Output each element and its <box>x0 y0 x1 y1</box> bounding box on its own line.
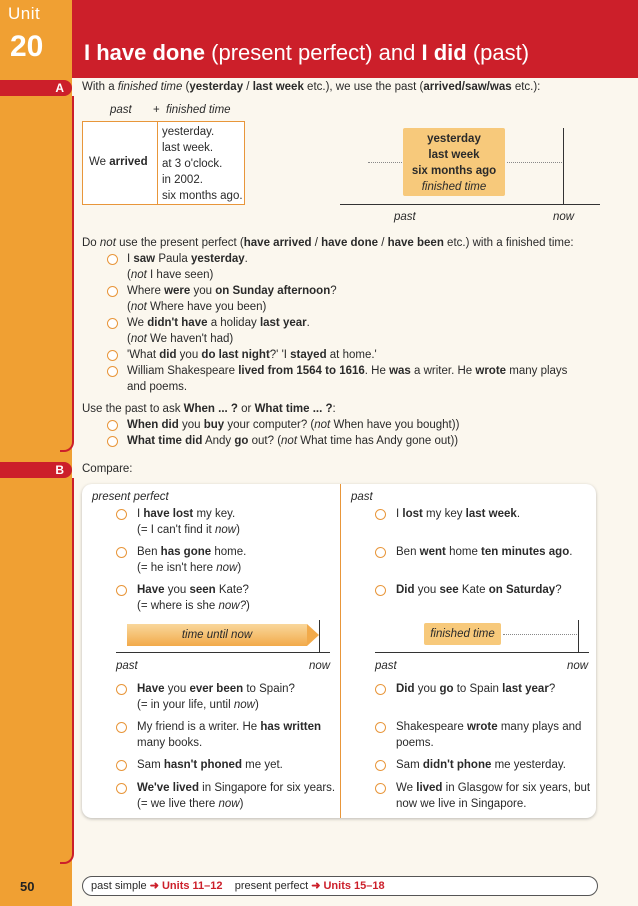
rule-2: Do not use the present perfect (have arrived / have done / have been etc.) with a finished time: <box>82 237 574 249</box>
cross-reference-bar <box>82 876 598 896</box>
right-example-7-line2: now we live in Singapore. <box>396 798 527 810</box>
example-2-note: (not Where have you been) <box>127 301 267 313</box>
table-head-plus: + <box>153 104 160 116</box>
unit-sidebar <box>0 0 72 906</box>
bullet <box>107 350 118 361</box>
tl-last-week: last week <box>428 149 480 161</box>
tl-past: past <box>394 211 416 223</box>
right-dots <box>503 634 577 635</box>
right-heading: past <box>351 491 373 503</box>
left-example-6: Sam hasn't phoned me yet. <box>137 759 283 771</box>
tl-dots-left <box>368 162 402 163</box>
units-link-past[interactable]: Units 11–12 <box>161 880 223 892</box>
right-example-7: We lived in Glasgow for six years, but <box>396 782 591 794</box>
bullet <box>116 722 127 733</box>
bullet <box>116 684 127 695</box>
units-link-present-perfect[interactable]: Units 15–18 <box>323 880 385 892</box>
table-head-finished: finished time <box>166 104 231 116</box>
arrow-right-icon: ➜ <box>311 880 321 892</box>
title-banner <box>72 0 638 78</box>
right-example-2: Ben went home ten minutes ago. <box>396 546 573 558</box>
time-4: in 2002. <box>162 174 203 186</box>
left-example-2-note: (= he isn't here now) <box>137 562 242 574</box>
rule-3: Use the past to ask When ... ? or What time ... ?: <box>82 403 336 415</box>
bullet <box>116 783 127 794</box>
bullet <box>375 684 386 695</box>
page-number: 50 <box>20 879 35 894</box>
left-tl-past: past <box>116 660 138 672</box>
tl-six-months: six months ago <box>411 165 497 177</box>
left-example-3: Have you seen Kate? <box>137 584 249 596</box>
bullet <box>107 318 118 329</box>
example-2: Where were you on Sunday afternoon? <box>127 285 337 297</box>
tl-axis <box>340 204 600 205</box>
left-example-2: Ben has gone home. <box>137 546 247 558</box>
bullet <box>375 783 386 794</box>
compare-label: Compare: <box>82 463 133 475</box>
finished-time-table <box>82 121 245 205</box>
example-5: William Shakespeare lived from 1564 to 1616. He was a writer. He wrote many plays <box>127 365 568 377</box>
bullet <box>116 509 127 520</box>
bullet <box>375 585 386 596</box>
left-now-marker <box>319 620 320 652</box>
left-example-4-note: (= in your life, until now) <box>137 699 259 711</box>
section-b-line <box>72 478 74 854</box>
example-6: When did you buy your computer? (not When have you bought)) <box>127 419 460 431</box>
arrow-head <box>307 624 319 646</box>
right-tl-now: now <box>567 660 589 672</box>
tl-now: now <box>553 211 575 223</box>
left-example-4: Have you ever been to Spain? <box>137 683 295 695</box>
left-heading: present perfect <box>92 491 169 503</box>
example-4: 'What did you do last night?' 'I stayed at home.' <box>127 349 377 361</box>
left-example-3-note: (= where is she now?) <box>137 600 250 612</box>
time-5: six months ago. <box>162 190 243 202</box>
right-now-marker <box>578 620 579 652</box>
left-example-1-note: (= I can't find it now) <box>137 524 240 536</box>
right-example-1: I lost my key last week. <box>396 508 521 520</box>
bullet <box>375 722 386 733</box>
bullet <box>375 547 386 558</box>
bullet <box>107 286 118 297</box>
unit-number: 20 <box>10 30 44 63</box>
left-example-5-line2: many books. <box>137 737 203 749</box>
section-a-tab: A <box>0 80 72 96</box>
example-7: What time did Andy go out? (not What time has Andy gone out)) <box>127 435 459 447</box>
tl-now-marker <box>563 128 564 204</box>
compare-divider <box>340 484 341 818</box>
unit-label: Unit <box>8 4 41 23</box>
arrow-right-icon: ➜ <box>149 880 159 892</box>
right-example-5-line2: poems. <box>396 737 434 749</box>
time-1: yesterday. <box>162 126 215 138</box>
cross-reference: past simple ➜ Units 11–12 present perfect ➜ Units 15–18 <box>91 880 385 892</box>
tl-dots-right <box>507 162 562 163</box>
page-title: I have done (present perfect) and I did (past) <box>84 40 530 65</box>
right-example-5: Shakespeare wrote many plays and <box>396 721 582 733</box>
left-example-7: We've lived in Singapore for six years. <box>137 782 336 794</box>
time-3: at 3 o'clock. <box>162 158 223 170</box>
left-example-1: I have lost my key. <box>137 508 236 520</box>
example-3-note: (not We haven't had) <box>127 333 234 345</box>
example-1: I saw Paula yesterday. <box>127 253 248 265</box>
section-a-line <box>72 96 74 442</box>
example-1-note: (not I have seen) <box>127 269 214 281</box>
bullet <box>116 547 127 558</box>
bullet <box>107 420 118 431</box>
bullet <box>375 760 386 771</box>
left-axis <box>116 652 330 653</box>
right-example-3: Did you see Kate on Saturday? <box>396 584 562 596</box>
example-3: We didn't have a holiday last year. <box>127 317 310 329</box>
finished-time-label: finished time <box>430 628 495 640</box>
right-tl-past: past <box>375 660 397 672</box>
bullet <box>116 760 127 771</box>
bullet <box>116 585 127 596</box>
tl-finished-time: finished time <box>421 181 487 193</box>
section-b-tab: B <box>0 462 72 478</box>
bullet <box>107 254 118 265</box>
section-a-intro: With a finished time (yesterday / last week etc.), we use the past (arrived/saw/was etc.): <box>82 81 541 93</box>
bullet <box>375 509 386 520</box>
tl-yesterday: yesterday <box>427 133 481 145</box>
right-example-6: Sam didn't phone me yesterday. <box>396 759 566 771</box>
bullet <box>107 366 118 377</box>
time-until-now-label: time until now <box>181 629 253 641</box>
left-example-5: My friend is a writer. He has written <box>137 721 322 733</box>
right-axis <box>375 652 589 653</box>
example-5-line2: and poems. <box>127 381 188 393</box>
left-example-7-note: (= we live there now) <box>137 798 244 810</box>
left-tl-now: now <box>309 660 331 672</box>
time-2: last week. <box>162 142 214 154</box>
we-arrived: We arrived <box>89 156 148 168</box>
bullet <box>107 436 118 447</box>
right-example-4: Did you go to Spain last year? <box>396 683 556 695</box>
table-head-past: past <box>110 104 132 116</box>
